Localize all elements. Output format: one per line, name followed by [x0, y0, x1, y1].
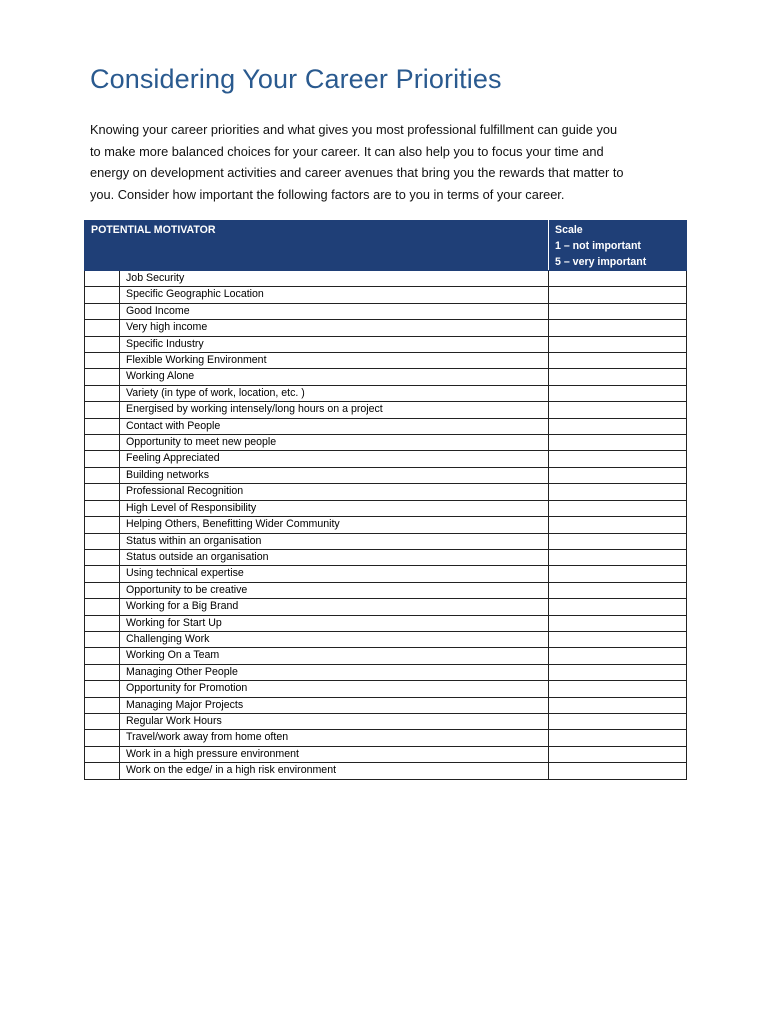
- scale-rating-cell[interactable]: [549, 418, 687, 434]
- scale-rating-cell[interactable]: [549, 582, 687, 598]
- row-number-cell[interactable]: [85, 763, 120, 779]
- table-row: [85, 385, 687, 401]
- table-row: [85, 435, 687, 451]
- row-number-cell[interactable]: [85, 664, 120, 680]
- motivator-label: Variety (in type of work, location, etc. ): [120, 385, 549, 401]
- table-row: [85, 599, 687, 615]
- scale-rating-cell[interactable]: [549, 697, 687, 713]
- motivator-label: Work on the edge/ in a high risk environment: [120, 763, 549, 779]
- motivator-label: Specific Industry: [120, 336, 549, 352]
- motivator-label: Contact with People: [120, 418, 549, 434]
- row-number-cell[interactable]: [85, 402, 120, 418]
- table-row: [85, 271, 687, 287]
- motivator-table: [84, 220, 687, 780]
- table-row: [85, 631, 687, 647]
- row-number-cell[interactable]: [85, 566, 120, 582]
- scale-column-header: [549, 221, 687, 271]
- table-row: [85, 467, 687, 483]
- scale-rating-cell[interactable]: [549, 385, 687, 401]
- row-number-cell[interactable]: [85, 451, 120, 467]
- scale-rating-cell[interactable]: [549, 303, 687, 319]
- row-number-cell[interactable]: [85, 549, 120, 565]
- table-row: [85, 500, 687, 516]
- row-number-cell[interactable]: [85, 336, 120, 352]
- motivator-label: Using technical expertise: [120, 566, 549, 582]
- row-number-cell[interactable]: [85, 385, 120, 401]
- page-title: Considering Your Career Priorities: [90, 64, 502, 94]
- row-number-cell[interactable]: [85, 500, 120, 516]
- table-row: [85, 648, 687, 664]
- row-number-cell[interactable]: [85, 467, 120, 483]
- scale-rating-cell[interactable]: [549, 271, 687, 287]
- motivator-label: Status within an organisation: [120, 533, 549, 549]
- scale-rating-cell[interactable]: [549, 336, 687, 352]
- table-row: [85, 582, 687, 598]
- row-number-cell[interactable]: [85, 730, 120, 746]
- table-row: [85, 763, 687, 779]
- motivator-label: Helping Others, Benefitting Wider Community: [120, 517, 549, 533]
- scale-rating-cell[interactable]: [549, 451, 687, 467]
- table-row: [85, 287, 687, 303]
- row-number-cell[interactable]: [85, 287, 120, 303]
- table-header-row: [85, 221, 687, 271]
- scale-rating-cell[interactable]: [549, 648, 687, 664]
- motivator-label: Status outside an organisation: [120, 549, 549, 565]
- row-number-cell[interactable]: [85, 517, 120, 533]
- scale-rating-cell[interactable]: [549, 615, 687, 631]
- scale-rating-cell[interactable]: [549, 287, 687, 303]
- motivator-label: Regular Work Hours: [120, 713, 549, 729]
- row-number-cell[interactable]: [85, 648, 120, 664]
- intro-line: energy on development activities and career avenues that bring you the rewards that matter to: [90, 165, 624, 181]
- table-row: [85, 746, 687, 762]
- scale-rating-cell[interactable]: [549, 746, 687, 762]
- scale-rating-cell[interactable]: [549, 763, 687, 779]
- motivator-label: Flexible Working Environment: [120, 353, 549, 369]
- scale-low-label: 1 – not important: [555, 240, 641, 252]
- scale-rating-cell[interactable]: [549, 681, 687, 697]
- row-number-cell[interactable]: [85, 582, 120, 598]
- motivator-label: Opportunity to meet new people: [120, 435, 549, 451]
- row-number-cell[interactable]: [85, 713, 120, 729]
- scale-rating-cell[interactable]: [549, 402, 687, 418]
- scale-rating-cell[interactable]: [549, 549, 687, 565]
- table-row: [85, 664, 687, 680]
- row-number-cell[interactable]: [85, 369, 120, 385]
- motivator-label: Specific Geographic Location: [120, 287, 549, 303]
- row-number-cell[interactable]: [85, 303, 120, 319]
- table-row: [85, 713, 687, 729]
- motivator-label: Opportunity for Promotion: [120, 681, 549, 697]
- row-number-cell[interactable]: [85, 320, 120, 336]
- table-row: [85, 730, 687, 746]
- table-row: [85, 320, 687, 336]
- row-number-cell[interactable]: [85, 533, 120, 549]
- table-row: [85, 681, 687, 697]
- table-row: [85, 303, 687, 319]
- row-number-cell[interactable]: [85, 353, 120, 369]
- scale-rating-cell[interactable]: [549, 369, 687, 385]
- row-number-cell[interactable]: [85, 681, 120, 697]
- motivator-label: Working Alone: [120, 369, 549, 385]
- table-row: [85, 336, 687, 352]
- motivator-label: Opportunity to be creative: [120, 582, 549, 598]
- motivator-label: Challenging Work: [120, 631, 549, 647]
- scale-rating-cell[interactable]: [549, 467, 687, 483]
- motivator-label: Good Income: [120, 303, 549, 319]
- table-row: [85, 451, 687, 467]
- motivator-label: Working On a Team: [120, 648, 549, 664]
- scale-rating-cell[interactable]: [549, 435, 687, 451]
- intro-line: Knowing your career priorities and what gives you most professional fulfillment can guide you: [90, 122, 618, 137]
- scale-rating-cell[interactable]: [549, 353, 687, 369]
- table-row: [85, 549, 687, 565]
- motivator-label: Work in a high pressure environment: [120, 746, 549, 762]
- scale-rating-cell[interactable]: [549, 599, 687, 615]
- intro-line: to make more balanced choices for your career. It can also help you to focus your time and: [90, 143, 604, 159]
- intro-paragraph: [90, 119, 690, 206]
- table-row: [85, 533, 687, 549]
- motivator-label: Building networks: [120, 467, 549, 483]
- intro-line: you. Consider how important the following factors are to you in terms of your career.: [90, 187, 565, 203]
- scale-rating-cell[interactable]: [549, 730, 687, 746]
- motivator-label: Professional Recognition: [120, 484, 549, 500]
- motivator-column-header: POTENTIAL MOTIVATOR: [85, 221, 549, 271]
- row-number-cell[interactable]: [85, 746, 120, 762]
- table-row: [85, 517, 687, 533]
- motivator-label: Travel/work away from home often: [120, 730, 549, 746]
- scale-rating-cell[interactable]: [549, 517, 687, 533]
- row-number-cell[interactable]: [85, 631, 120, 647]
- motivator-label: Feeling Appreciated: [120, 451, 549, 467]
- scale-rating-cell[interactable]: [549, 664, 687, 680]
- row-number-cell[interactable]: [85, 271, 120, 287]
- motivator-label: Working for a Big Brand: [120, 599, 549, 615]
- scale-rating-cell[interactable]: [549, 713, 687, 729]
- table-row: [85, 402, 687, 418]
- motivator-label: Managing Major Projects: [120, 697, 549, 713]
- motivator-label: High Level of Responsibility: [120, 500, 549, 516]
- scale-rating-cell[interactable]: [549, 533, 687, 549]
- motivator-label: Energised by working intensely/long hours on a project: [120, 402, 549, 418]
- table-row: [85, 353, 687, 369]
- scale-title: Scale: [555, 224, 583, 236]
- table-row: [85, 484, 687, 500]
- scale-rating-cell[interactable]: [549, 500, 687, 516]
- table-row: [85, 615, 687, 631]
- motivator-rows: [85, 271, 687, 780]
- scale-rating-cell[interactable]: [549, 566, 687, 582]
- scale-high-label: 5 – very important: [555, 256, 647, 268]
- motivator-label: Managing Other People: [120, 664, 549, 680]
- table-row: [85, 369, 687, 385]
- row-number-cell[interactable]: [85, 697, 120, 713]
- row-number-cell[interactable]: [85, 418, 120, 434]
- motivator-label: Working for Start Up: [120, 615, 549, 631]
- scale-rating-cell[interactable]: [549, 631, 687, 647]
- scale-rating-cell[interactable]: [549, 484, 687, 500]
- table-row: [85, 418, 687, 434]
- row-number-cell[interactable]: [85, 484, 120, 500]
- scale-rating-cell[interactable]: [549, 320, 687, 336]
- table-row: [85, 566, 687, 582]
- motivator-label: Job Security: [120, 271, 549, 287]
- row-number-cell[interactable]: [85, 435, 120, 451]
- row-number-cell[interactable]: [85, 599, 120, 615]
- table-row: [85, 697, 687, 713]
- row-number-cell[interactable]: [85, 615, 120, 631]
- motivator-label: Very high income: [120, 320, 549, 336]
